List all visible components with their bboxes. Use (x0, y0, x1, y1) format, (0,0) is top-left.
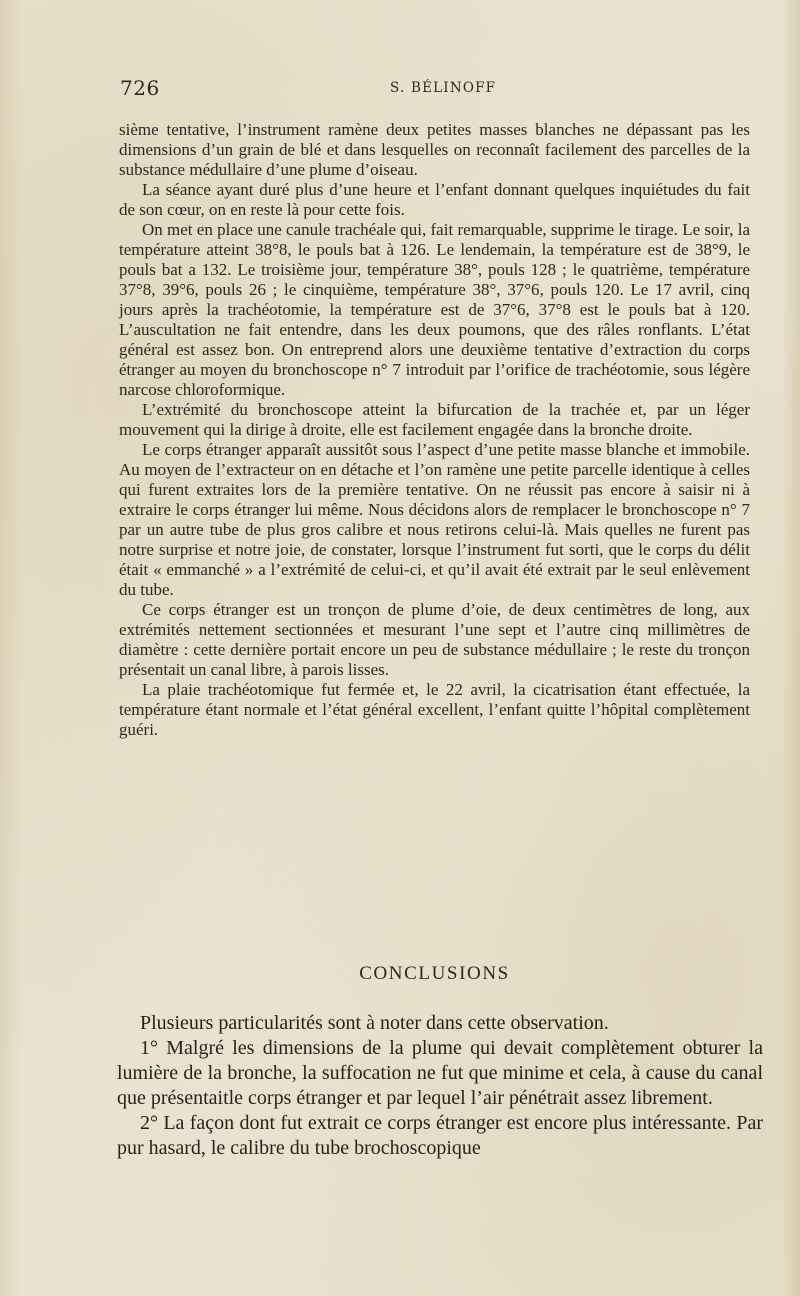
page-number: 726 (120, 76, 160, 100)
running-head (120, 76, 760, 106)
conclusions-text (117, 1011, 763, 1161)
paragraph: L’extrémité du bronchoscope atteint la bifurcation de la trachée et, par un léger mouvement qui la dirige à droite, elle est facilement engagée dans la bronche droite. (119, 400, 750, 439)
paragraph: On met en place une canule trachéale qui, fait remarquable, supprime le tirage. Le soir, la température atteint 38°8, le pouls bat à 126. Le lendemain, la température est de 38°9, le pouls bat a 132. Le troisième jour, température 38°, pouls 128 ; le quatrième, température 37°8, 39°6, pouls 26 ; le cinquième, température 38°, 37°6, pouls 120. Le 17 avril, cinq jours après la trachéotomie, la température est de 37°6, 37°8 est le pouls bat à 120. L’auscultation ne fait entendre, dans les deux poumons, que des râles ronflants. L’état général est assez bon. On entreprend alors une deuxième tentative d’extraction du corps étranger au moyen du bronchoscope n° 7 introduit par l’orifice de trachéotomie, sous légère narcose chloroformique. (119, 220, 750, 399)
page-gutter-shade (0, 0, 22, 1296)
body-text (119, 120, 750, 740)
paragraph: Ce corps étranger est un tronçon de plume d’oie, de deux centimètres de long, aux extrémités nettement sectionnées et mesurant l’une sept et l’autre cinq millimètres de diamètre : cette dernière portait encore un peu de substance médullaire ; le reste du tronçon présentait un canal libre, à parois lisses. (119, 600, 750, 679)
running-title: S. BÉLINOFF (390, 80, 497, 96)
conclusion-paragraph: 1° Malgré les dimensions de la plume qui devait complètement obturer la lumière de la bronche, la suffocation ne fut que minime et cela, à cause du canal que présentaitle corps étranger et par lequel l’air pénétrait assez librement. (117, 1037, 763, 1109)
conclusion-paragraph: Plusieurs particularités sont à noter dans cette observation. (140, 1012, 609, 1034)
paragraph: La plaie trachéotomique fut fermée et, le 22 avril, la cicatrisation étant effectuée, la température étant normale et l’état général excellent, l’enfant quitte l’hôpital complètement guéri. (119, 680, 750, 739)
paragraph: Le corps étranger apparaît aussitôt sous l’aspect d’une petite masse blanche et immobile. Au moyen de l’extracteur on en détache et l’on ramène une petite parcelle identique à celles qui furent extraites lors de la première tentative. On ne réussit pas encore à saisir ni à extraire le corps étranger lui même. Nous décidons alors de remplacer le bronchoscope n° 7 par un autre tube de plus gros calibre et nous retirons celui-là. Mais quelles ne furent pas notre surprise et notre joie, de constater, lorsque l’instrument fut sorti, que le corps du délit était « emmanché » a l’extrémité de celui-ci, et qu’il avait été extrait par le seul enlèvement du tube. (119, 440, 750, 599)
paragraph-continued: sième tentative, l’instrument ramène deux petites masses blanches ne dépassant pas les dimensions d’un grain de blé et dans lesquelles on reconnaît facilement des parcelles de la substance médullaire d’une plume d’oiseau. (119, 120, 750, 179)
conclusion-paragraph: 2° La façon dont fut extrait ce corps étranger est encore plus intéressante. Par pur hasard, le calibre du tube brochoscopique (117, 1112, 763, 1159)
paragraph: La séance ayant duré plus d’une heure et l’enfant donnant quelques inquiétudes du fait de son cœur, on en reste là pour cette fois. (119, 180, 750, 219)
page-edge-shade (782, 0, 800, 1296)
section-heading-conclusions: CONCLUSIONS (359, 963, 510, 984)
